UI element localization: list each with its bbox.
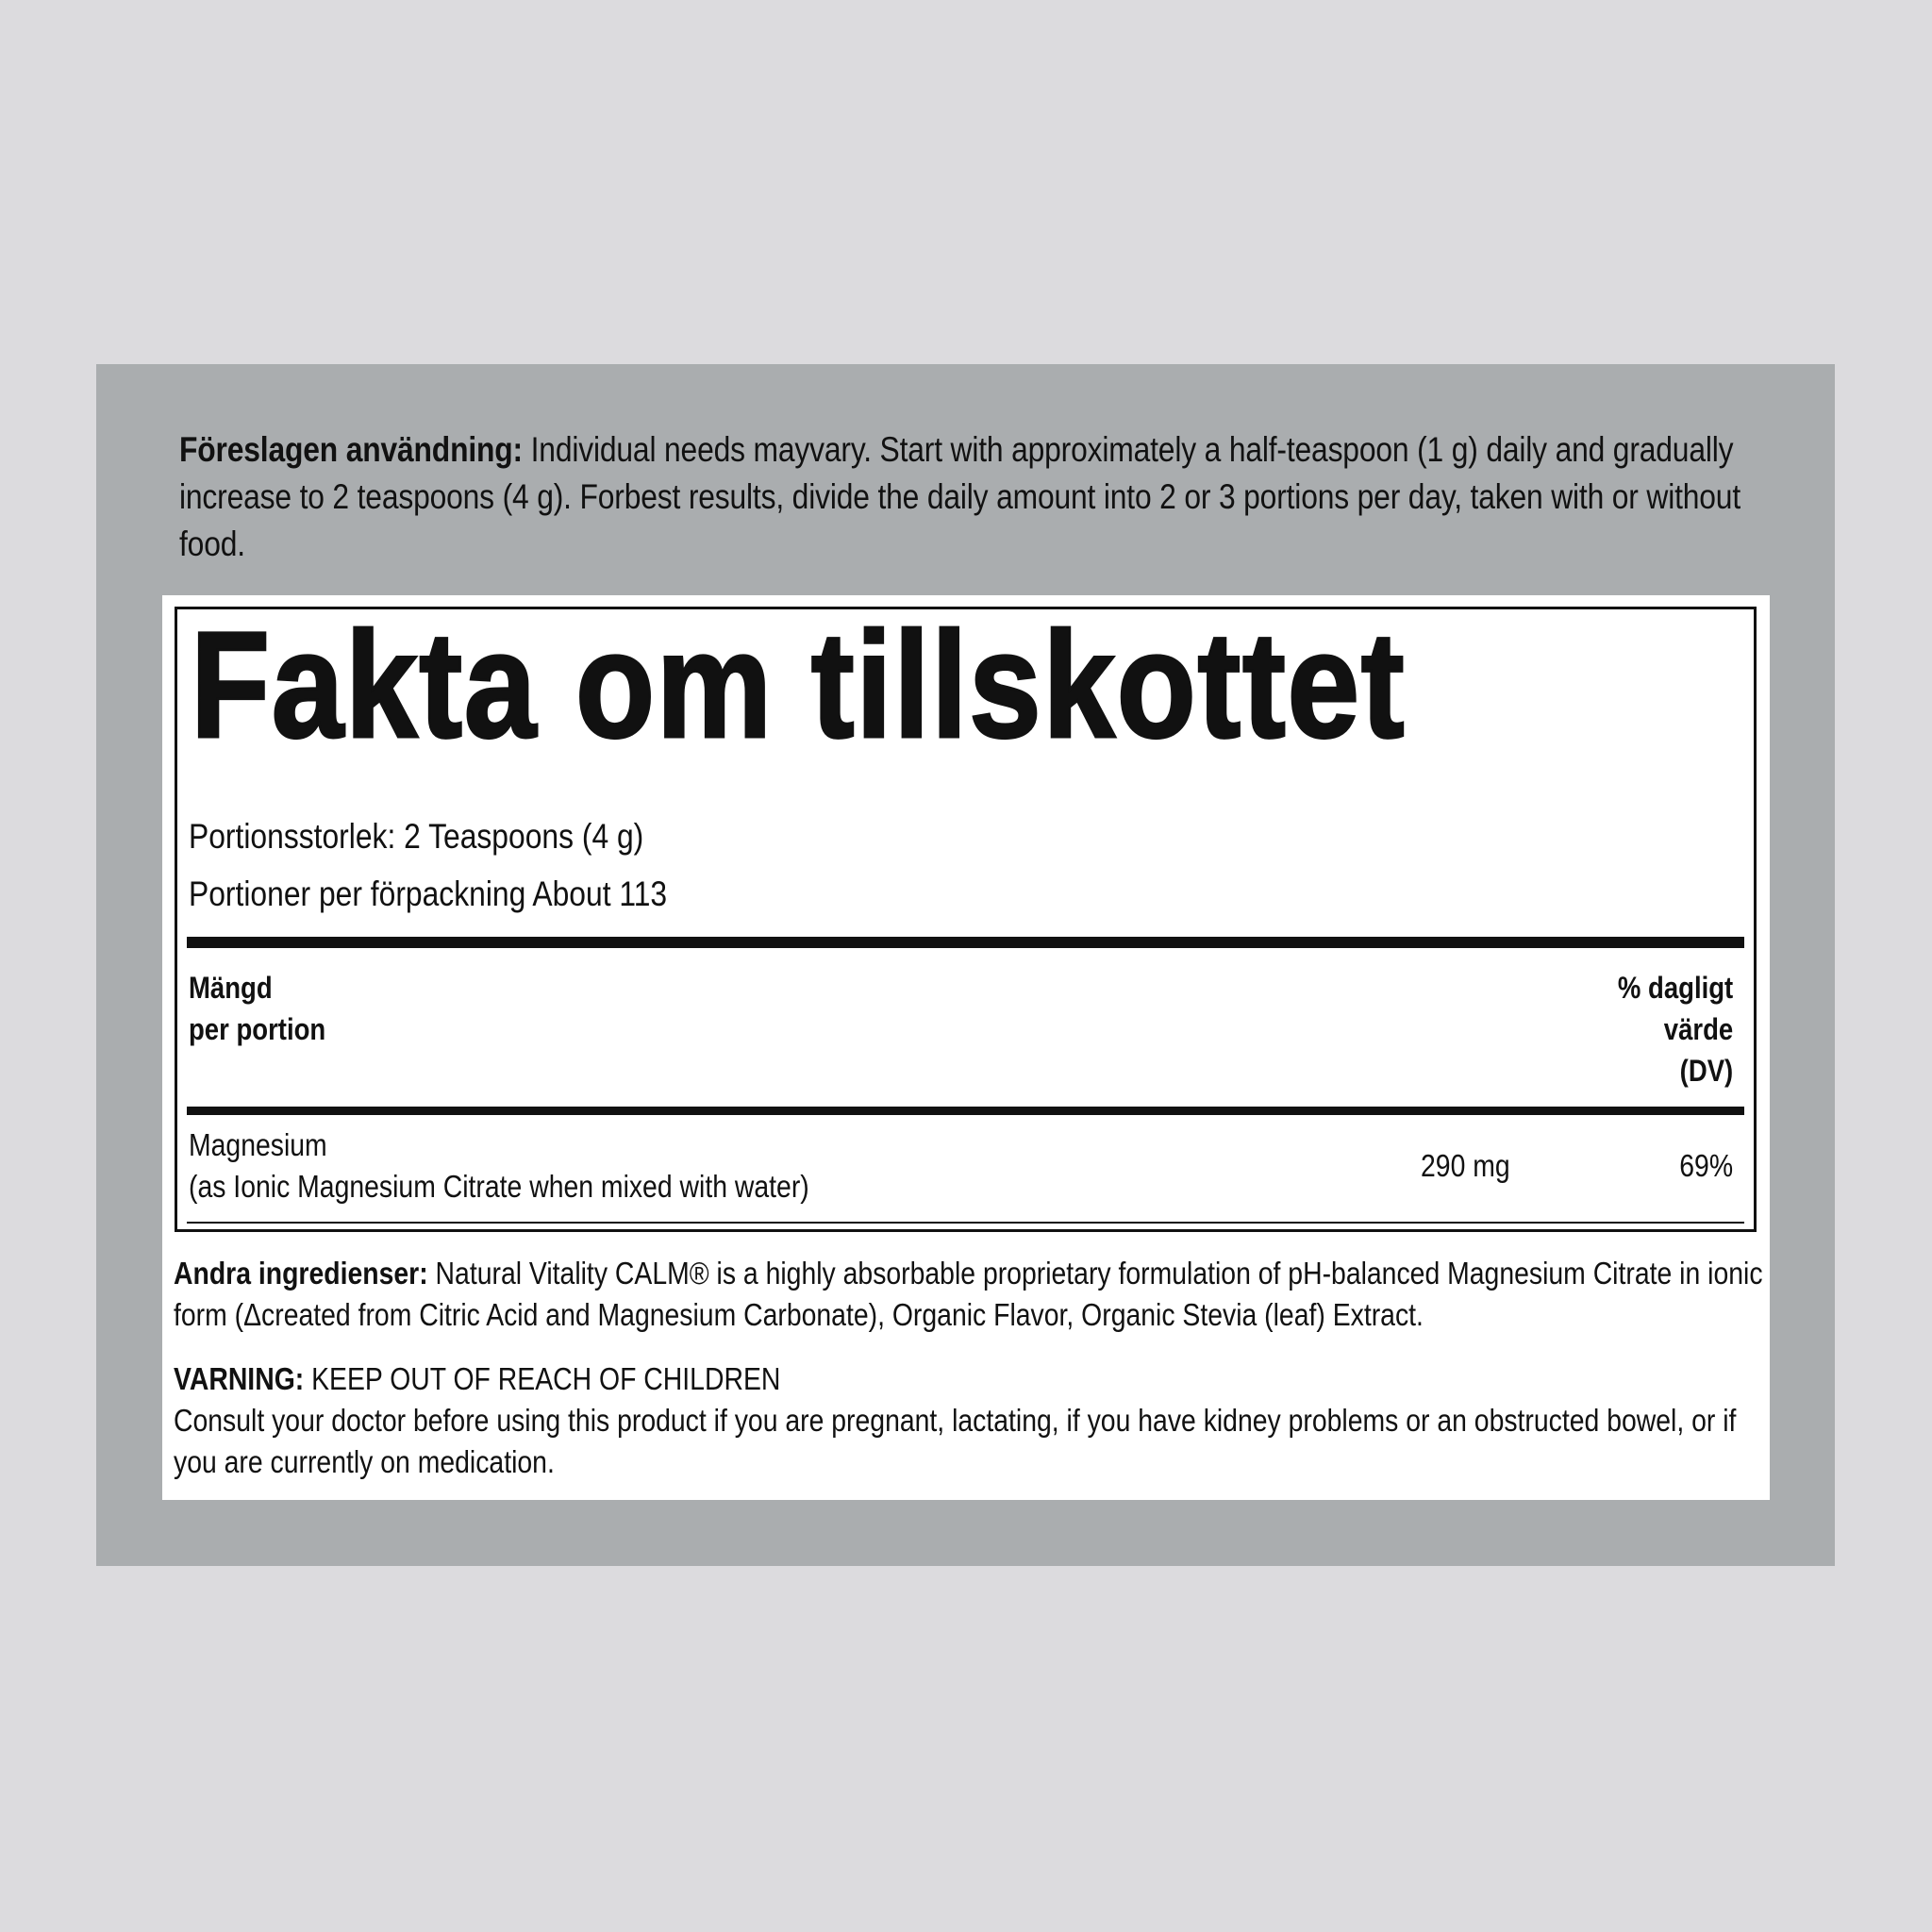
amount-per-serving-header	[189, 967, 325, 1050]
other-ingredients-label: Andra ingredienser:	[174, 1256, 428, 1291]
nutrient-name: Magnesium	[189, 1127, 327, 1162]
dv-header-line1: % dagligt	[1617, 971, 1733, 1005]
thick-divider-top	[187, 937, 1744, 948]
supplement-facts-title: Fakta om tillskottet	[191, 600, 1407, 769]
warning-headline: KEEP OUT OF REACH OF CHILDREN	[304, 1361, 781, 1396]
amount-header-line2: per portion	[189, 1012, 326, 1046]
other-ingredients-paragraph	[174, 1253, 1764, 1336]
amount-header-line1: Mängd	[189, 971, 273, 1005]
warning-label: VARNING:	[174, 1361, 305, 1396]
warning-headline-line	[174, 1358, 1764, 1400]
nutrient-row-name	[189, 1124, 809, 1208]
dv-header-line2: värde	[1663, 1012, 1733, 1046]
daily-value-header	[1618, 967, 1733, 1091]
supplement-facts-box	[175, 600, 1757, 1232]
suggested-use-paragraph	[179, 426, 1761, 568]
nutrient-daily-value: 69%	[1679, 1148, 1733, 1183]
suggested-use-text: Individual needs mayvary. Start with approximately a half-teaspoon (1 g) daily and gradually increase to 2 teaspoons (4 g). Forbest results, divide the daily amount into 2 or 3 portions per day, taken with or without food.	[179, 430, 1741, 563]
thick-divider-middle	[187, 1107, 1744, 1115]
serving-size: Portionsstorlek: 2 Teaspoons (4 g)	[189, 817, 644, 856]
servings-per-container: Portioner per förpackning About 113	[189, 874, 668, 913]
thin-divider-bottom	[187, 1222, 1744, 1224]
nutrient-detail: (as Ionic Magnesium Citrate when mixed with water)	[189, 1169, 809, 1204]
warning-paragraph	[174, 1358, 1764, 1483]
suggested-use-label: Föreslagen användning:	[179, 430, 523, 469]
other-ingredients-text: Natural Vitality CALM® is a highly absorbable proprietary formulation of pH-balanced Magnesium Citrate in ionic form (Δcreated from Citric Acid and Magnesium Carbonate), Organic Flavor, Organic Stevia (leaf) Extract.	[174, 1256, 1763, 1332]
warning-text: Consult your doctor before using this product if you are pregnant, lactating, if you have kidney problems or an obstructed bowel, or if you are currently on medication.	[174, 1403, 1737, 1479]
nutrient-amount: 290 mg	[1421, 1148, 1510, 1183]
dv-header-line3: (DV)	[1679, 1054, 1733, 1088]
